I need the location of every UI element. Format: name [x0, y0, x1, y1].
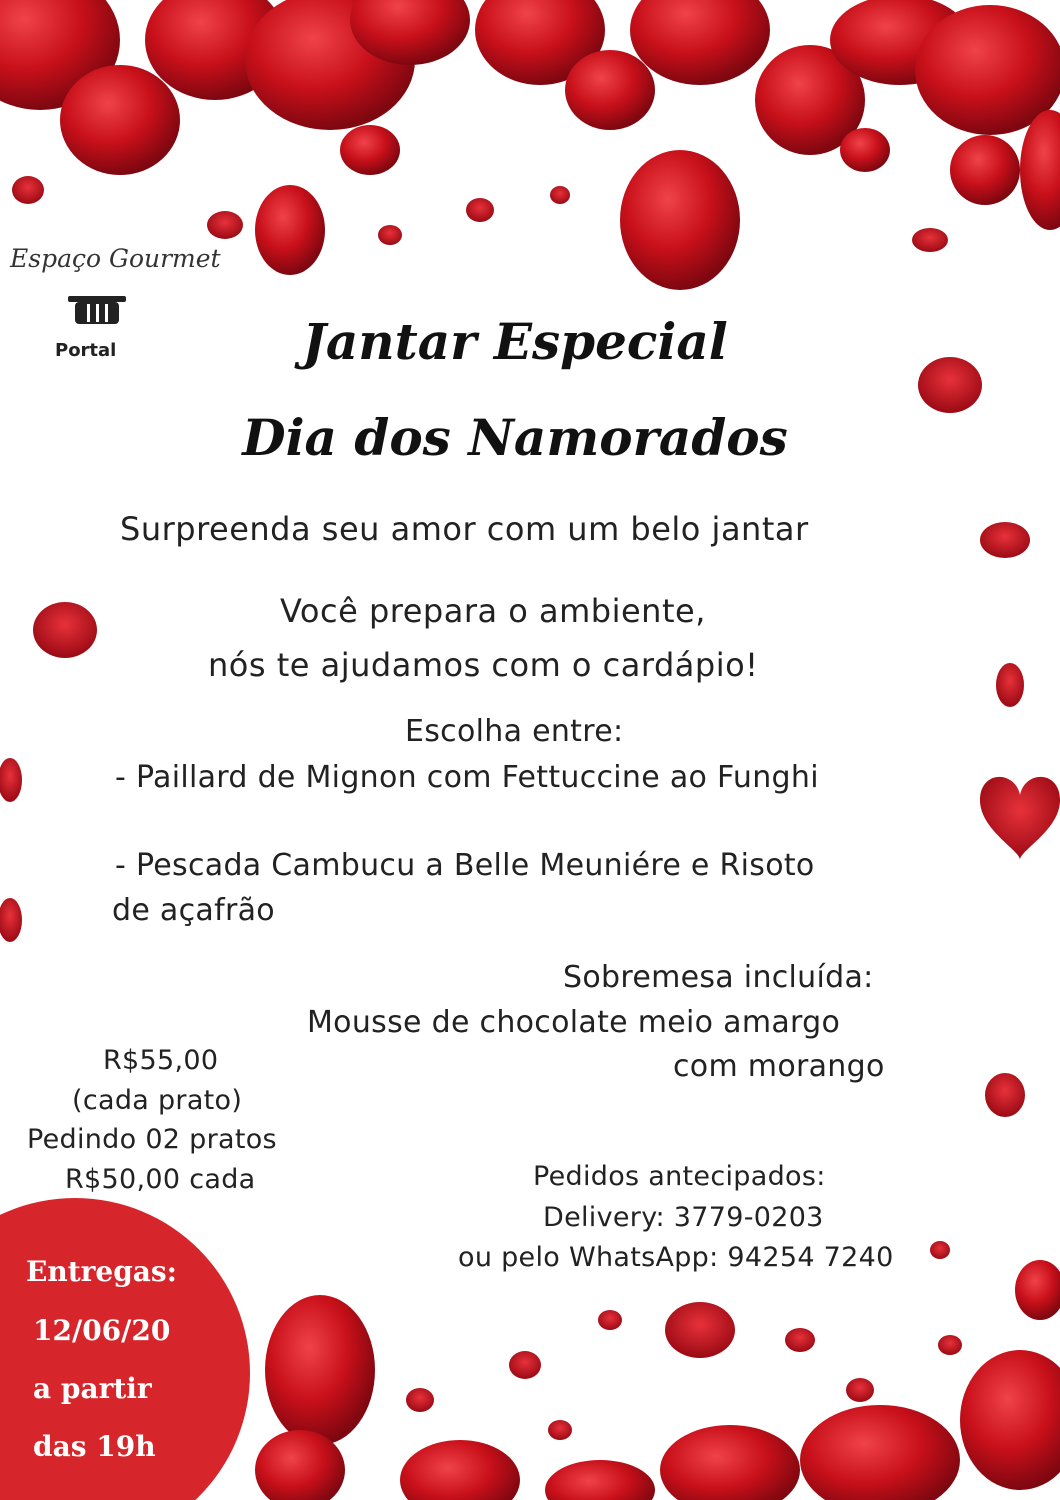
menu-option-1: - Paillard de Mignon com Fettuccine ao Funghi [115, 760, 819, 795]
brand-subname: Portal [55, 340, 117, 361]
dessert-heading: Sobremesa incluída: [563, 960, 874, 995]
orders-heading: Pedidos antecipados: [533, 1161, 826, 1192]
title-line-2: Dia dos Namorados [242, 408, 788, 467]
dessert-line-1: Mousse de chocolate meio amargo [307, 1005, 841, 1040]
pitch-line-1: Você prepara o ambiente, [280, 592, 706, 630]
orders-delivery: Delivery: 3779-0203 [543, 1202, 824, 1233]
delivery-label: Entregas: [26, 1255, 178, 1288]
brand-name: Espaço Gourmet [10, 244, 221, 273]
price-single-note: (cada prato) [72, 1085, 243, 1116]
delivery-date: 12/06/20 [33, 1314, 171, 1347]
menu-option-2-cont: de açafrão [112, 893, 275, 928]
delivery-time: das 19h [33, 1430, 156, 1463]
title-line-1: Jantar Especial [302, 312, 728, 371]
dessert-line-2: com morango [673, 1049, 885, 1084]
menu-heading: Escolha entre: [405, 714, 624, 749]
price-single: R$55,00 [103, 1045, 219, 1076]
price-double: R$50,00 cada [65, 1164, 256, 1195]
orders-whatsapp: ou pelo WhatsApp: 94254 7240 [458, 1242, 894, 1273]
delivery-from: a partir [33, 1372, 152, 1405]
pitch-line-2: nós te ajudamos com o cardápio! [208, 646, 759, 684]
price-double-note: Pedindo 02 pratos [27, 1124, 277, 1155]
tagline: Surpreenda seu amor com um belo jantar [120, 510, 809, 548]
menu-option-2: - Pescada Cambucu a Belle Meuniére e Risoto [115, 848, 815, 883]
bottom-roses [255, 1260, 1060, 1500]
